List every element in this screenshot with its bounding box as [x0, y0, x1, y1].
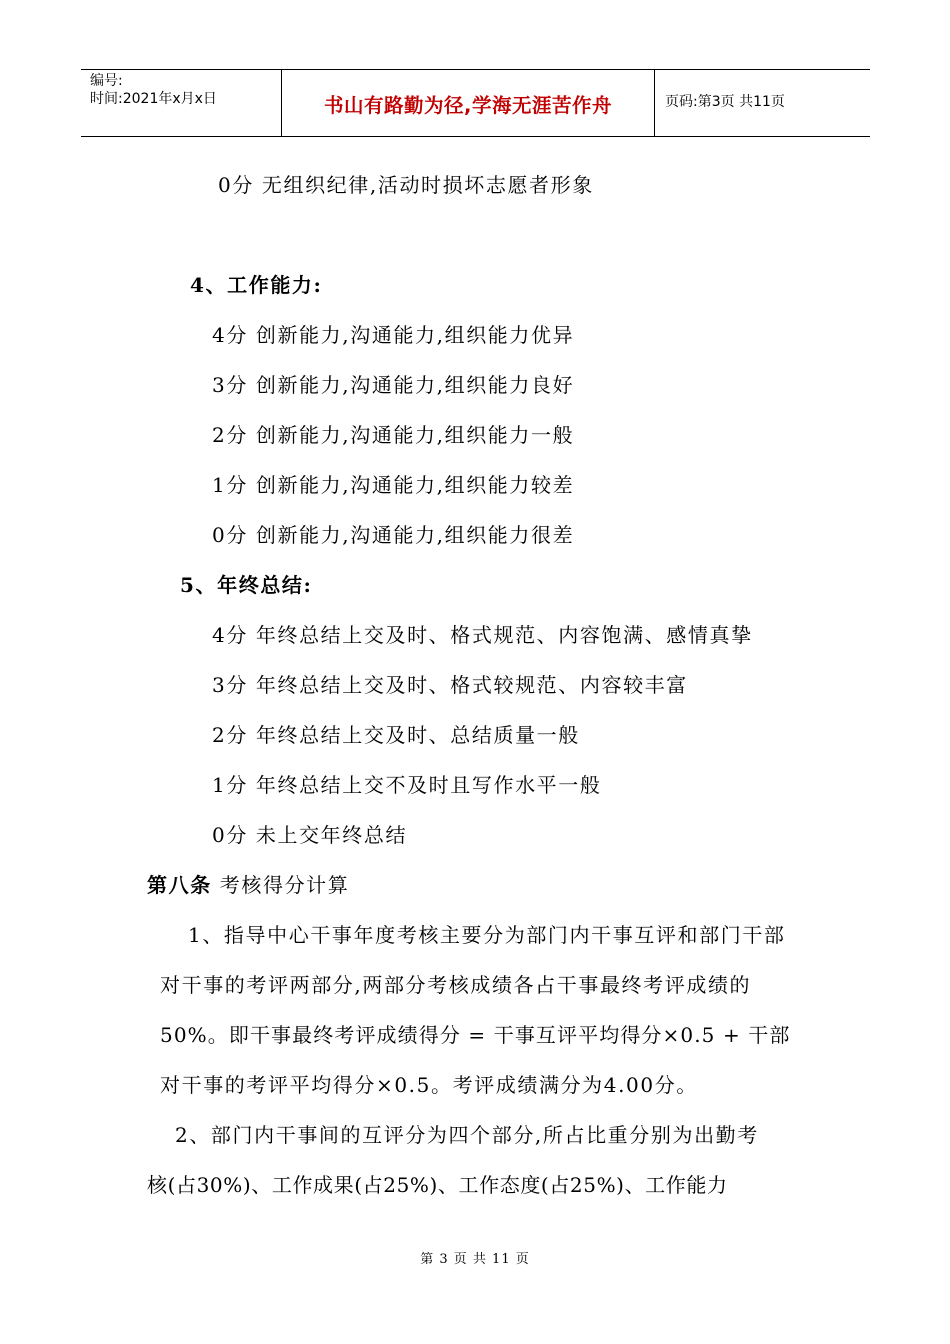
- motto-text: 书山有路勤为径,学海无涯苦作舟: [324, 94, 612, 117]
- score-line: 4分 年终总结上交及时、格式规范、内容饱满、感情真挚: [212, 623, 753, 647]
- score-line: 2分 创新能力,沟通能力,组织能力一般: [212, 423, 575, 447]
- score-line: 2分 年终总结上交及时、总结质量一般: [212, 723, 580, 747]
- paragraph-line: 1、指导中心干事年度考核主要分为部门内干事互评和部门干部: [188, 923, 786, 947]
- paragraph-line: 对干事的考评平均得分×0.5。考评成绩满分为4.00分。: [160, 1073, 698, 1097]
- score-line: 0分 创新能力,沟通能力,组织能力很差: [212, 523, 575, 547]
- score-line: 1分 年终总结上交不及时且写作水平一般: [212, 773, 602, 797]
- paragraph-line: 50%。即干事最终考评成绩得分 = 干事互评平均得分×0.5 + 干部: [160, 1023, 791, 1047]
- paragraph-line: 对干事的考评两部分,两部分考核成绩各占干事最终考评成绩的: [160, 973, 752, 997]
- paragraph-line: 2、部门内干事间的互评分为四个部分,所占比重分别为出勤考: [175, 1123, 759, 1147]
- score-line: 1分 创新能力,沟通能力,组织能力较差: [212, 473, 575, 497]
- header-meta: [81, 70, 281, 136]
- serial-label: 编号:: [90, 73, 123, 89]
- article-number: 第八条: [147, 873, 212, 897]
- section-heading: 5、年终总结:: [180, 573, 313, 597]
- page-footer: 第 3 页 共 11 页: [420, 1252, 530, 1267]
- section-heading: 4、工作能力:: [190, 273, 323, 297]
- score-line: 4分 创新能力,沟通能力,组织能力优异: [212, 323, 575, 347]
- article-heading: [147, 872, 349, 898]
- header-page-cell: [654, 70, 870, 136]
- article-title: 考核得分计算: [211, 873, 350, 897]
- header-motto-cell: [281, 70, 655, 136]
- score-line: 0分 未上交年终总结: [212, 823, 408, 847]
- score-line: 0分 无组织纪律,活动时损坏志愿者形象: [218, 173, 594, 197]
- page-header: [81, 69, 870, 137]
- time-label: 时间:2021年x月x日: [90, 91, 217, 107]
- page-info: 页码:第3页 共11页: [665, 94, 785, 110]
- score-line: 3分 年终总结上交及时、格式较规范、内容较丰富: [212, 673, 688, 697]
- paragraph-line: 核(占30%)、工作成果(占25%)、工作态度(占25%)、工作能力: [147, 1173, 728, 1197]
- score-line: 3分 创新能力,沟通能力,组织能力良好: [212, 373, 575, 397]
